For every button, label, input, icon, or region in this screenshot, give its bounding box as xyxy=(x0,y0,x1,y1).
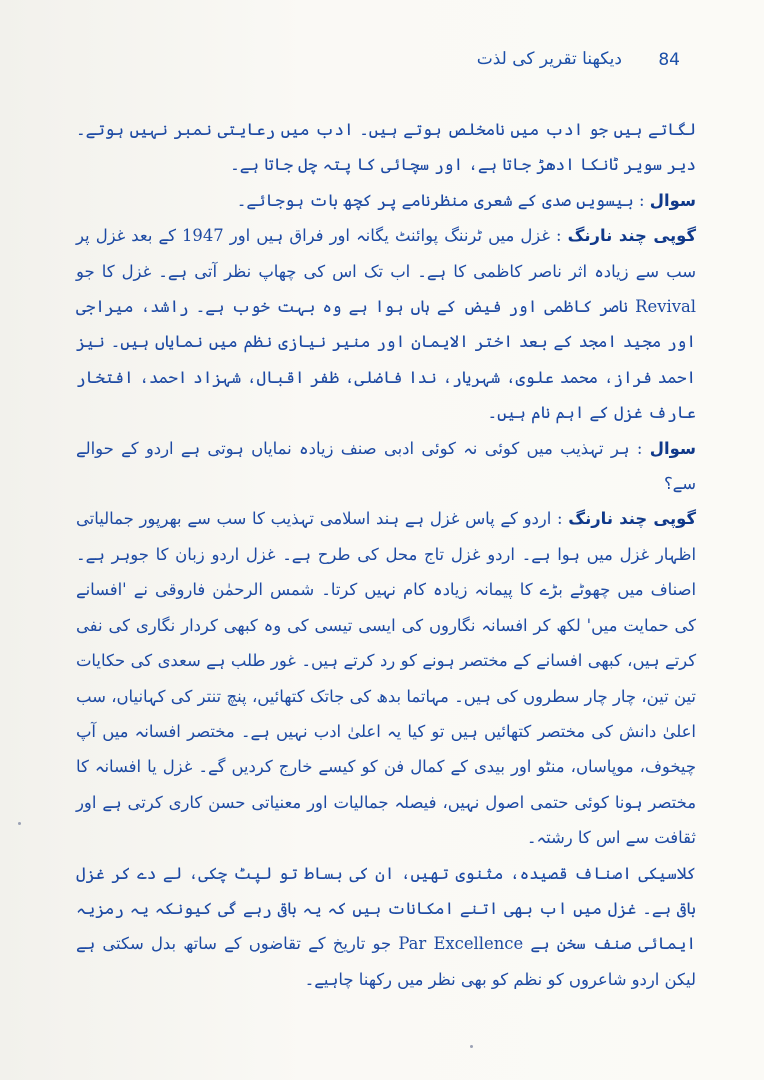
page-number: 84 xyxy=(658,50,680,70)
speck-mark xyxy=(470,1045,473,1048)
paragraph xyxy=(76,112,696,183)
paragraph xyxy=(76,856,696,998)
answer xyxy=(76,501,696,855)
running-title: دیکھنا تقریر کی لذت xyxy=(476,49,622,69)
speaker-label: سوال xyxy=(649,190,696,210)
answer xyxy=(76,218,696,430)
paragraph-text: : ہر تہذیب میں کوئی نہ کوئی ادبی صنف زیادہ نمایاں ہوتی ہے اردو کے حوالے سے؟ xyxy=(76,438,696,494)
paragraph-text: : غزل میں ٹرننگ پوائنٹ یگانہ اور فراق ہیں اور 1947 کے بعد غزل پر سب سے زیادہ اثر ناصر کاظمی کا ہے۔ اب تک اس کی چھاپ نظر آتی ہے۔ غزل کا جو Revival ناصر کاظمی اور فیض کے ہاں ہوا ہے وہ بہت خوب ہے۔ راشد، میراجی اور مجید امجد کے بعد اختر الایمان اور منیر نیازی نظم میں نمایاں ہیں۔ نیز احمد فراز، محمد علوی، شہریار، ندا فاضلی، ظفر اقبال، شہزاد احمد، افتخار عارف غزل کے اہم نام ہیں۔ xyxy=(76,226,696,423)
paragraph-text: : اردو کے پاس غزل ہے ہند اسلامی تہذیب کا سب سے بھرپور جمالیاتی اظہار غزل میں ہوا ہے۔ اردو غزل تاج محل کی طرح ہے۔ غزل اردو زبان کا جوہر ہے۔ اصناف میں چھوٹے بڑے کا پیمانہ زیادہ کام نہیں کرتا۔ شمس الرحمٰن فاروقی نے 'افسانے کی حمایت میں' لکھ کر افسانہ نگاروں کی ایسی تیسی کی وہ کبھی کردار نگاری کی نفی کرتے ہیں، کبھی افسانے کے مختصر ہونے کو رد کرتے ہیں۔ غور طلب ہے سعدی کی حکایات تین تین، چار چار سطروں کی ہیں۔ مہاتما بدھ کی جاتک کتھائیں، پنچ تنتر کی کہانیاں، سب اعلیٰ دانش کی مختصر کتھائیں ہیں تو کیا یہ اعلیٰ ادب نہیں ہے۔ مختصر افسانہ میں آپ چیخوف، موپاساں، منٹو اور بیدی کے کمال فن کو کیسے خارج کردیں گے۔ غزل یا افسانہ کا مختصر ہونا کوئی حتمی اصول نہیں، فیصلہ جمالیات اور معنیاتی حسن کاری کرتی ہے اور ثقافت سے اس کا رشتہ۔ xyxy=(76,509,696,848)
paragraph-text: : بیسویں صدی کے شعری منظرنامے پر کچھ بات ہوجائے۔ xyxy=(236,190,645,210)
speck-mark xyxy=(18,822,21,825)
page-header xyxy=(0,50,764,84)
question xyxy=(76,431,696,502)
paragraph-text: لگاتے ہیں جو ادب میں نامخلص ہوتے ہیں۔ ادب میں رعایتی نمبر نہیں ہوتے۔ دیر سویر ٹانکا ادھڑ جاتا ہے، اور سچائی کا پتہ چل جاتا ہے۔ xyxy=(76,120,696,175)
speaker-label: سوال xyxy=(649,438,696,458)
question xyxy=(76,183,696,218)
speaker-label: گوپی چند نارنگ xyxy=(568,509,696,529)
speaker-label: گوپی چند نارنگ xyxy=(567,226,696,246)
paragraph-text: کلاسیکی اصناف قصیدہ، مثنوی تھیں، ان کی بساط تو لپٹ چکی، لے دے کر غزل باقی ہے۔ غزل میں اب بھی اتنے امکانات ہیں کہ یہ باقی رہے گی کیونکہ یہ رمزیہ ایمائی صنف سخن ہے Par Excellence جو تاریخ کے تقاضوں کے ساتھ بدل سکتی ہے لیکن اردو شاعروں کو نظم کو بھی نظر میں رکھنا چاہیے۔ xyxy=(76,863,696,989)
body-text xyxy=(76,112,696,997)
